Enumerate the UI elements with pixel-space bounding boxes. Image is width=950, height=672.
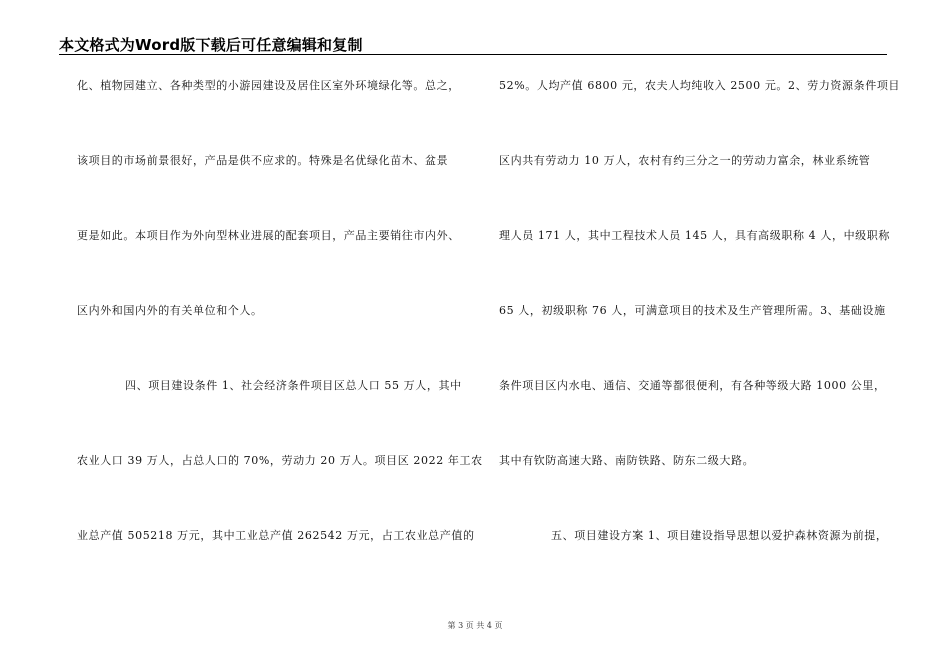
header-divider <box>59 54 887 55</box>
paragraph-line: 更是如此。本项目作为外向型林业进展的配套项目，产品主要销往市内外、 <box>77 229 460 242</box>
paragraph-line: 条件项目区内水电、通信、交通等都很便利，有各种等级大路 1000 公里， <box>499 379 886 392</box>
document-header-title: 本文格式为Word版下载后可任意编辑和复制 <box>59 36 363 54</box>
paragraph-line: 农业人口 39 万人，占总人口的 70%，劳动力 20 万人。项目区 2022 年工农 <box>77 454 483 467</box>
page-number-footer: 第 3 页 共 4 页 <box>447 621 503 630</box>
section-heading-line: 四、项目建设条件 1、社会经济条件项目区总人口 55 万人，其中 <box>125 379 462 392</box>
paragraph-line: 业总产值 505218 万元，其中工业总产值 262542 万元，占工农业总产值的 <box>77 529 475 542</box>
right-text-column <box>499 78 901 603</box>
left-text-column <box>77 78 483 603</box>
section-heading-line: 五、项目建设方案 1、项目建设指导思想以爱护森林资源为前提， <box>551 529 888 542</box>
paragraph-line: 理人员 171 人，其中工程技术人员 145 人，具有高级职称 4 人，中级职称 <box>499 229 890 242</box>
paragraph-line: 区内共有劳动力 10 万人，农村有约三分之一的劳动力富余，林业系统管 <box>499 154 871 167</box>
paragraph-line: 区内外和国内外的有关单位和个人。 <box>77 304 263 317</box>
paragraph-line: 52%。人均产值 6800 元，农夫人均纯收入 2500 元。2、劳力资源条件项目 <box>499 79 901 92</box>
paragraph-line: 65 人，初级职称 76 人，可满意项目的技术及生产管理所需。3、基础设施 <box>499 304 886 317</box>
paragraph-line: 化、植物园建立、各种类型的小游园建设及居住区室外环境绿化等。总之， <box>77 79 460 92</box>
paragraph-line: 该项目的市场前景很好，产品是供不应求的。特殊是名优绿化苗木、盆景 <box>77 154 449 167</box>
paragraph-line: 其中有钦防高速大路、南防铁路、防东二级大路。 <box>499 454 755 467</box>
